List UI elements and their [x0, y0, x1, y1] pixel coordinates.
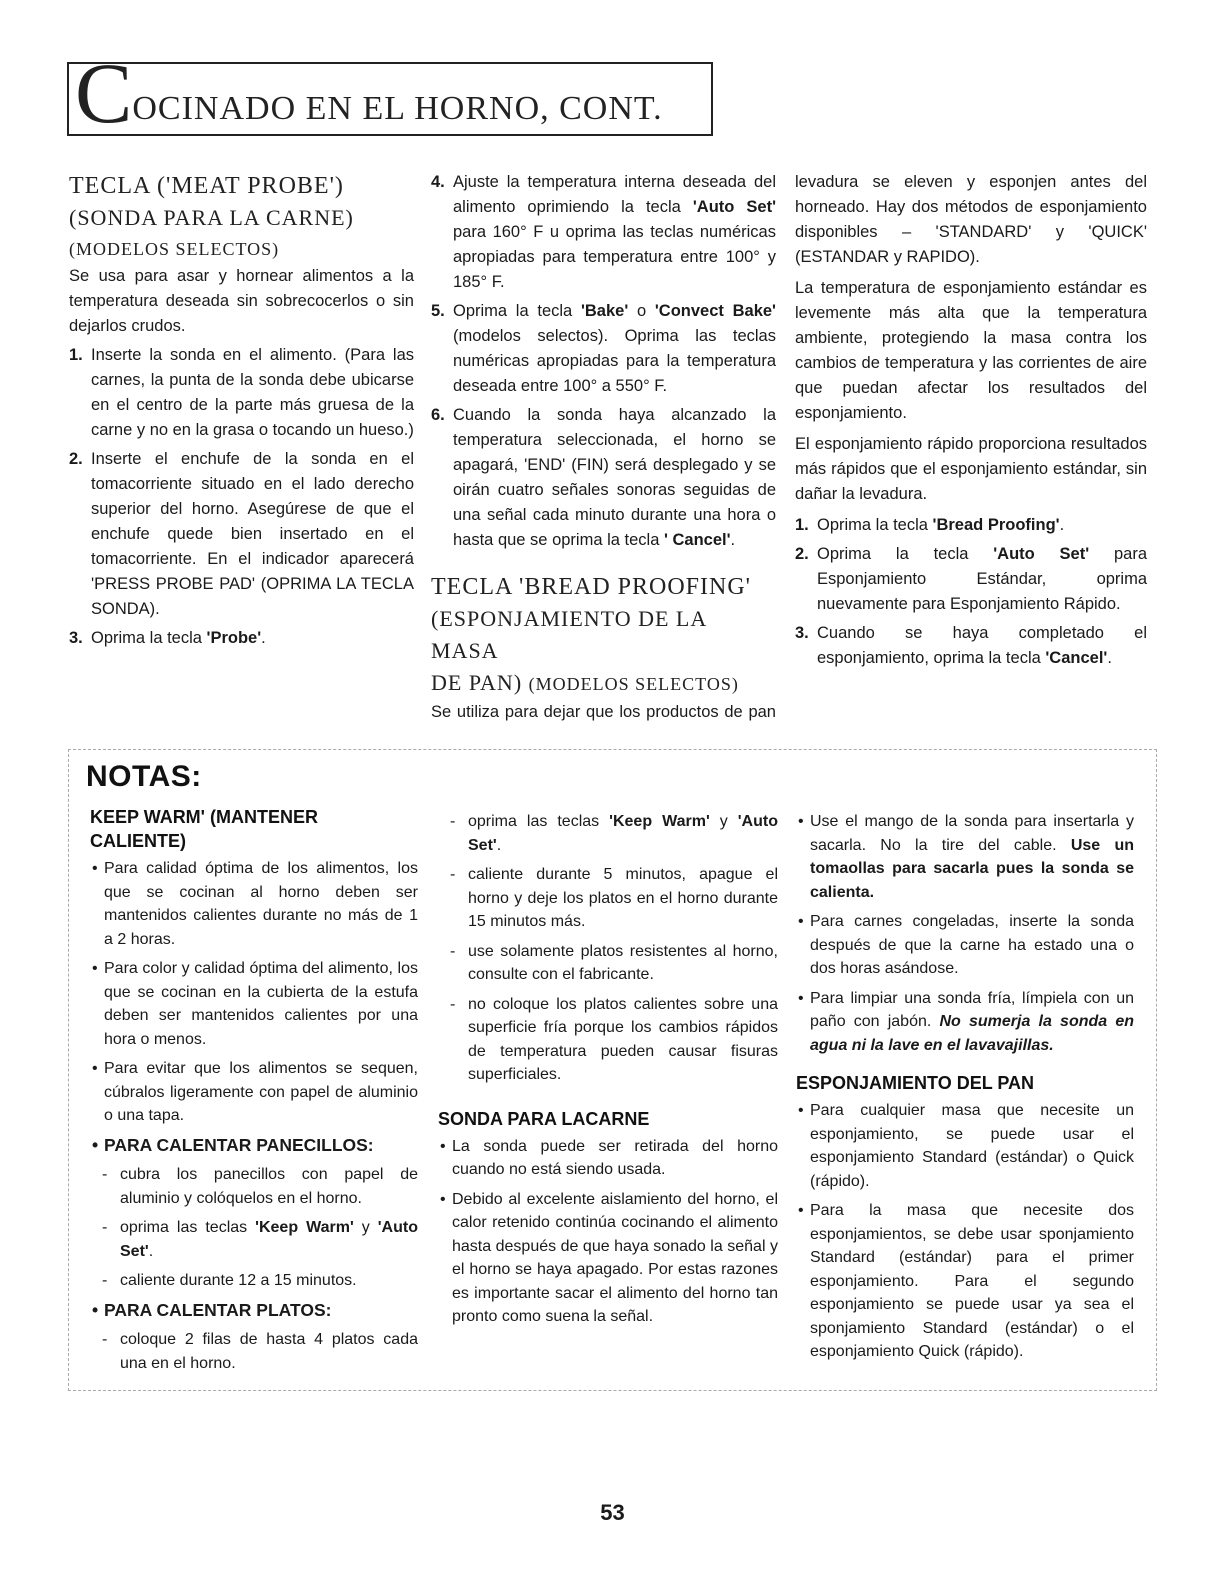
notes-column-3: [796, 810, 1134, 1370]
bread-proofing-intro-cont: levadura se eleven y esponjen antes del horneado. Hay dos métodos de esponjamiento disponibles – 'STANDARD' y 'QUICK' (ESTANDAR y RAPIDO).: [795, 173, 1147, 266]
plates-list-a: [90, 1328, 418, 1375]
step-item: 4. Ajuste la temperatura interna deseada del alimento oprimiendo la tecla 'Auto Set' para 160° F u oprima las teclas numéricas apropiadas para temperatura entre 100° y 185° F.: [431, 173, 776, 291]
list-item: • Debido al excelente aislamiento del horno, el calor retenido continúa cocinando el alimento hasta después de que haya sonado la señal y el horno se haya apagado. Por estas razones es importante sacar el alimento del horno tan pronto como suena la señal.: [438, 1188, 778, 1329]
list-item: - oprima las teclas 'Keep Warm' y 'Auto Set'.: [90, 1216, 418, 1263]
list-item: - caliente durante 5 minutos, apague el horno y deje los platos en el horno durante 15 minutos más.: [438, 863, 778, 934]
bread-proofing-subheading-2: DE PAN) (MODELOS SELECTOS): [431, 670, 739, 695]
list-item: • Para limpiar una sonda fría, límpiela con un paño con jabón. No sumerja la sonda en agua ni la lave en el lavavajillas.: [796, 987, 1134, 1058]
column-2: [431, 170, 776, 729]
column-3: [795, 170, 1147, 675]
bread-proofing-standard: La temperatura de esponjamiento estándar es levemente más alta que la temperatura ambiente, protegiendo la masa contra los cambios de temperatura y las corrientes de aire que puedan afectar los resultados del esponjamiento.: [795, 279, 1147, 422]
title-text: OCINADO EN EL HORNO, CONT.: [132, 90, 663, 127]
plates-heading: • PARA CALENTAR PLATOS:: [90, 1299, 418, 1323]
list-item: • Para carnes congeladas, inserte la sonda después de que la carne ha estado una o dos horas asándose.: [796, 910, 1134, 981]
list-item: • Para evitar que los alimentos se sequen, cúbralos ligeramente con papel de aluminio o una tapa.: [90, 1057, 418, 1128]
column-1: [69, 170, 414, 655]
meat-probe-steps-a: [69, 343, 414, 651]
step-item: 2. Inserte el enchufe de la sonda en el tomacorriente situado en el lado derecho superior del horno. Asegúrese de que el enchufe quede bien insertado en el tomacorriente. En el indicador aparecerá 'PRESS PROBE PAD' (OPRIMA LA TECLA SONDA).: [69, 450, 414, 618]
list-item: - use solamente platos resistentes al horno, consulte con el fabricante.: [438, 940, 778, 987]
bread-proofing-subheading: (ESPONJAMIENTO DE LA MASA: [431, 606, 707, 663]
list-item: - no coloque los platos calientes sobre una superficie fría porque los cambios rápidos de temperatura pueden causar fisuras superficiales.: [438, 993, 778, 1087]
list-item: - coloque 2 filas de hasta 4 platos cada una en el horno.: [90, 1328, 418, 1375]
bread-proofing-steps: [795, 513, 1147, 671]
step-item: 6. Cuando la sonda haya alcanzado la temperatura seleccionada, el horno se apagará, 'END' (FIN) será desplegado y se oirán cuatro señales sonoras seguidas de una señal cada minuto durante una hora o hasta que se oprima la tecla ' Cancel'.: [431, 406, 776, 549]
list-item: • Para color y calidad óptima del alimento, los que se cocinan en la cubierta de la estufa deben ser mantenidos calientes por una hora o menos.: [90, 957, 418, 1051]
list-item: • Para la masa que necesite dos esponjamientos, se debe usar sponjamiento Standard (estándar) para el primer esponjamiento. Para el segundo esponjamiento se puede usar ya sea el sponjamiento Standard (estándar) o el esponjamiento Quick (rápido).: [796, 1199, 1134, 1364]
keep-warm-list: [90, 857, 418, 1128]
step-item: 1. Inserte la sonda en el alimento. (Para las carnes, la punta de la sonda debe ubicarse en el centro de la parte más gruesa de la carne y no en la grasa o tocando un hueso.): [69, 346, 414, 439]
step-item: 2. Oprima la tecla 'Auto Set' para Esponjamiento Estándar, oprima nuevamente para Esponjamiento Rápido.: [795, 545, 1147, 613]
rolls-heading: • PARA CALENTAR PANECILLOS:: [90, 1134, 418, 1158]
bread-proofing-quick: El esponjamiento rápido proporciona resultados más rápidos que el esponjamiento estándar, sin dañar la levadura.: [795, 435, 1147, 503]
meat-probe-subheading: (SONDA PARA LA CARNE): [69, 205, 354, 230]
bread-proofing-heading: TECLA 'BREAD PROOFING': [431, 574, 752, 600]
keep-warm-heading: KEEP WARM' (MANTENER CALIENTE): [90, 807, 318, 851]
probe-notes-list-b: [796, 810, 1134, 1057]
probe-notes-list-a: [438, 1135, 778, 1329]
meat-probe-heading: TECLA ('MEAT PROBE'): [69, 173, 344, 199]
list-item: - cubra los panecillos con papel de aluminio y colóquelos en el horno.: [90, 1163, 418, 1210]
list-item: • La sonda puede ser retirada del horno cuando no está siendo usada.: [438, 1135, 778, 1182]
title-dropcap: C: [75, 45, 131, 142]
list-item: • Use el mango de la sonda para insertarla y sacarla. No la tire del cable. Use un tomaollas para sacarla pues la sonda se calienta.: [796, 810, 1134, 904]
notes-column-2: [438, 810, 778, 1335]
list-item: - caliente durante 12 a 15 minutos.: [90, 1269, 418, 1293]
notes-title: NOTAS:: [86, 760, 202, 793]
step-item: 5. Oprima la tecla 'Bake' o 'Convect Bake' (modelos selectos). Oprima las teclas numéricas apropiadas para la temperatura deseada entre 100° a 550° F.: [431, 302, 776, 395]
step-item: 1. Oprima la tecla 'Bread Proofing'.: [795, 516, 1065, 534]
list-item: - oprima las teclas 'Keep Warm' y 'Auto Set'.: [438, 810, 778, 857]
plates-list-b: [438, 810, 778, 1087]
list-item: • Para calidad óptima de los alimentos, los que se cocinan al horno deben ser mantenidos calientes durante no más de 1 a 2 horas.: [90, 857, 418, 951]
list-item: • Para cualquier masa que necesite un esponjamiento, se puede usar el esponjamiento Standard (estándar) o Quick (rápido).: [796, 1099, 1134, 1193]
meat-probe-models: (MODELOS SELECTOS): [69, 239, 280, 259]
rolls-list: [90, 1163, 418, 1293]
step-item: 3. Cuando se haya completado el esponjamiento, oprima la tecla 'Cancel'.: [795, 624, 1147, 667]
step-item: 3. Oprima la tecla 'Probe'.: [69, 629, 266, 647]
notes-column-1: [90, 805, 418, 1381]
probe-notes-heading: SONDA PARA LACARNE: [438, 1108, 650, 1129]
bread-notes-list: [796, 1099, 1134, 1364]
bread-proofing-intro: Se utiliza para dejar que los productos de pan: [431, 703, 776, 721]
meat-probe-steps-b: [431, 170, 776, 553]
page-title: [67, 45, 713, 142]
bread-notes-heading: ESPONJAMIENTO DEL PAN: [796, 1073, 1035, 1093]
meat-probe-intro: Se usa para asar y hornear alimentos a la temperatura deseada sin sobrecocerlos o sin dejarlos crudos.: [69, 267, 414, 335]
page-number: 53: [600, 1500, 625, 1525]
